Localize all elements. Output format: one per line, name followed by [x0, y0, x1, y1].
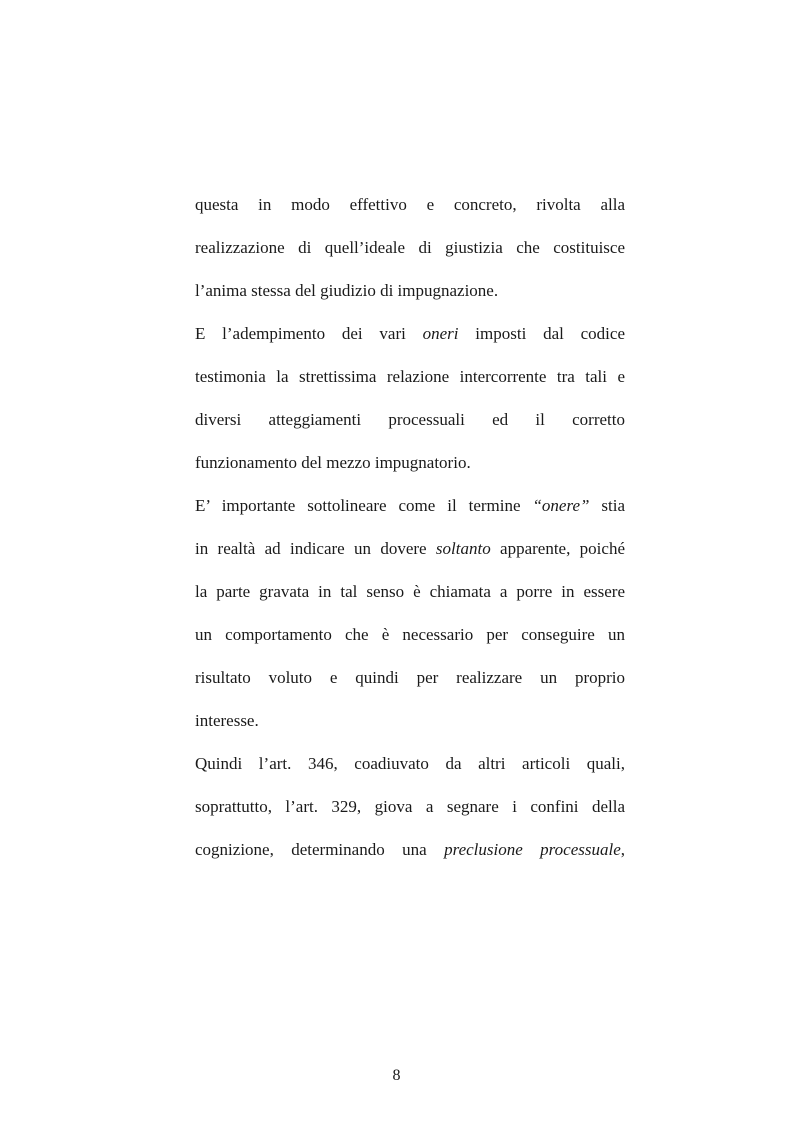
paragraph-1-line-1: questa in modo effettivo e concreto, rivolta alla: [195, 195, 625, 214]
paragraph-3-line-5: risultato voluto e quindi per realizzare un proprio: [195, 668, 625, 687]
emphasis-onere: “onere”: [532, 496, 590, 515]
text-run: E l’adempimento dei vari: [195, 324, 423, 343]
paragraph-4-line-1: Quindi l’art. 346, coadiuvato da altri articoli quali,: [195, 754, 625, 773]
paragraph-2-line-4: funzionamento del mezzo impugnatorio.: [195, 453, 471, 472]
paragraph-1-line-2: realizzazione di quell’ideale di giustizia che costituisce: [195, 238, 625, 257]
paragraph-3-line-3: la parte gravata in tal senso è chiamata a porre in essere: [195, 582, 625, 601]
paragraph-3-line-2: [195, 527, 625, 570]
text-run: apparente, poiché: [490, 539, 625, 558]
page-number: 8: [392, 1067, 401, 1084]
text-run: in realtà ad indicare un dovere: [195, 539, 436, 558]
text-run: ,: [620, 840, 625, 859]
emphasis-preclusione-processuale: preclusione processuale: [444, 840, 621, 859]
text-run: E’ importante sottolineare come il termine: [195, 496, 533, 515]
text-run: stia: [589, 496, 626, 515]
paragraph-1-line-3: l’anima stessa del giudizio di impugnazione.: [195, 281, 499, 300]
paragraph-3-line-4: un comportamento che è necessario per conseguire un: [195, 625, 625, 644]
paragraph-2-line-2: testimonia la strettissima relazione intercorrente tra tali e: [195, 367, 625, 386]
paragraph-4-line-2: soprattutto, l’art. 329, giova a segnare i confini della: [195, 797, 625, 816]
emphasis-soltanto: soltanto: [435, 539, 491, 558]
paragraph-3-line-6: interesse.: [195, 711, 259, 730]
page-body: [195, 183, 625, 871]
paragraph-4-line-3: [195, 828, 625, 871]
emphasis-oneri: oneri: [422, 324, 459, 343]
paragraph-3-line-1: [195, 484, 625, 527]
paragraph-2-line-1: [195, 312, 625, 355]
text-run: cognizione, determinando una: [195, 840, 445, 859]
text-run: imposti dal codice: [458, 324, 625, 343]
paragraph-2-line-3: diversi atteggiamenti processuali ed il corretto: [195, 410, 625, 429]
